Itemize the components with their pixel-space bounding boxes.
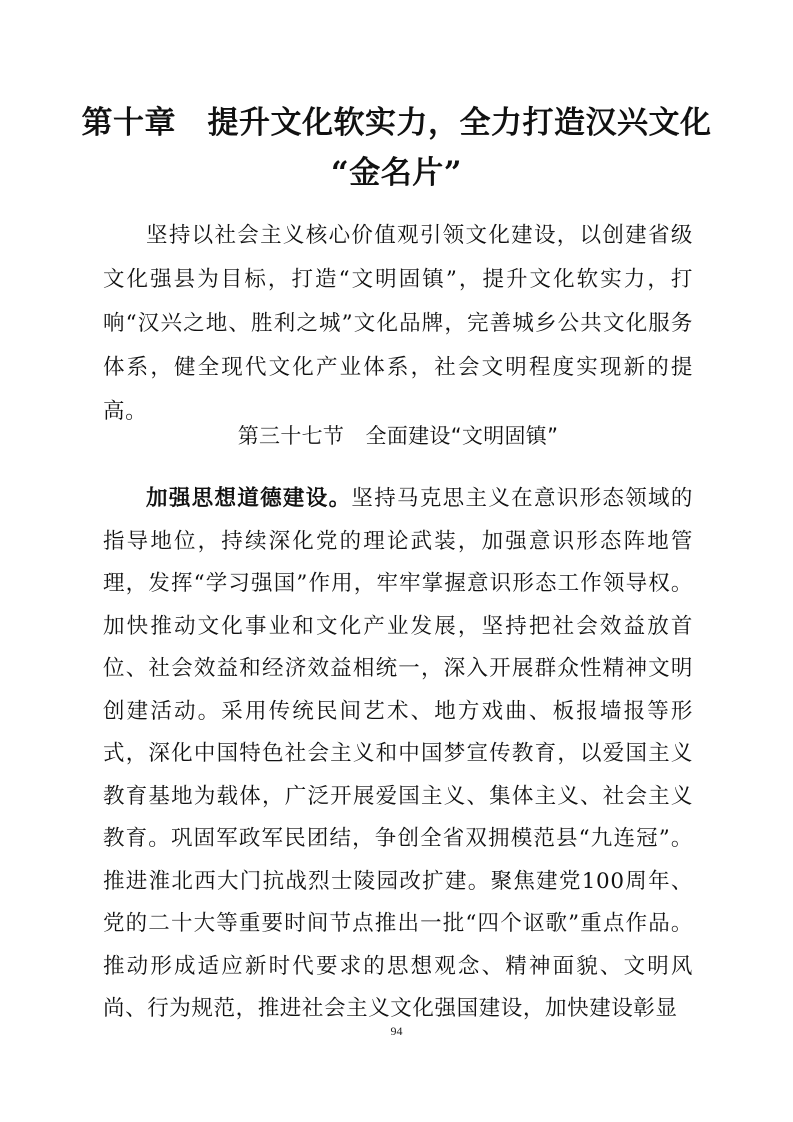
paragraph-lead-in: 加强思想道德建设。 [146,486,352,511]
chapter-title [60,98,733,198]
chapter-title-line-2: “金名片” [330,155,463,191]
chapter-title-line-1: 第十章 提升文化软实力，全力打造汉兴文化 [81,105,712,141]
section-body-paragraph [103,478,693,1031]
section-title: 第三十七节 全面建设“文明固镇” [237,424,559,448]
paragraph-text: 坚持马克思主义在意识形态领域的指导地位，持续深化党的理论武装，加强意识形态阵地管理，发挥“学习强国”作用，牢牢掌握意识形态工作领导权。加快推动文化事业和文化产业发展，坚持把社会效益放首位、社会效益和经济效益相统一，深入开展群众性精神文明创建活动。采用传统民间艺术、地方戏曲、板报墙报等形式，深化中国特色社会主义和中国梦宣传教育，以爱国主义教育基地为载体，广泛开展爱国主义、集体主义、社会主义教育。巩固军政军民团结，争创全省双拥模范县“九连冠”。推进淮北西大门抗战烈士陵园改扩建。聚焦建党100周年、党的二十大等重要时间节点推出一批“四个讴歌”重点作品。推动形成适应新时代要求的思想观念、精神面貌、文明风尚、行为规范，推进社会主义文化强国建设，加快建设彰显 [103,486,693,1021]
chapter-intro-paragraph: 坚持以社会主义核心价值观引领文化建设，以创建省级文化强县为目标，打造“文明固镇”，提升文化软实力，打响“汉兴之地、胜利之城”文化品牌，完善城乡公共文化服务体系，健全现代文化产业体系，社会文明程度实现新的提高。 [103,223,693,424]
page-number: 94 [390,1024,403,1038]
